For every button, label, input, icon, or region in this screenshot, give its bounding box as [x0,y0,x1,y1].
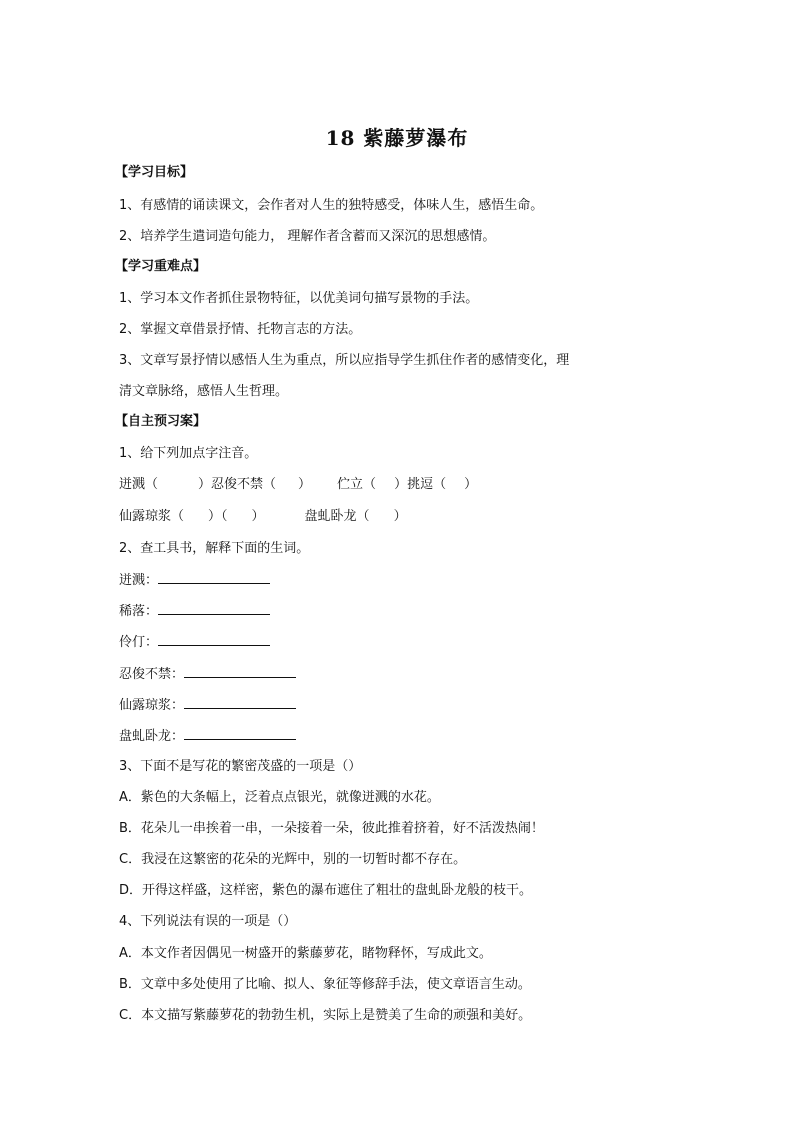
vocab-word: 伶仃： [119,635,159,650]
pinyin-row-1 [119,476,477,494]
question-3: 3、下面不是写花的繁密茂盛的一项是（） [119,759,362,774]
answer-blank[interactable] [158,633,270,646]
goal-item: 1、有感情的诵读课文，会作者对人生的独特感受，体味人生，感悟生命。 [119,198,544,213]
answer-blank[interactable] [184,727,296,740]
key-point-item: 清文章脉络，感悟人生哲理。 [119,384,289,399]
question-1: 1、给下列加点字注音。 [119,446,258,461]
q3-option-b: B．花朵儿一串挨着一串，一朵接着一朵，彼此推着挤着，好不活泼热闹！ [119,821,544,836]
vocab-item [119,665,296,684]
pinyin-word: 迸溅（ [119,477,159,492]
answer-blank[interactable] [184,696,296,709]
pinyin-word: 仙露琼浆（ [119,509,185,524]
q4-option-b: B．文章中多处使用了比喻、拟人、象征等修辞手法，使文章语言生动。 [119,977,531,992]
key-point-item: 1、学习本文作者抓住景物特征，以优美词句描写景物的手法。 [119,291,479,306]
answer-blank[interactable] [158,571,270,584]
q3-option-a: A．紫色的大条幅上，泛着点点银光，就像迸溅的水花。 [119,790,440,805]
section-heading-preview: 【自主预习案】 [115,414,207,429]
vocab-item [119,571,270,590]
pinyin-word: ）挑逗（ [394,477,447,492]
q3-option-c: C．我浸在这繁密的花朵的光辉中，别的一切暂时都不存在。 [119,852,467,867]
page-title: 18 紫藤萝瀑布 [325,126,469,150]
pinyin-word: ）忍俊不禁（ [198,477,277,492]
section-heading-key-points: 【学习重难点】 [115,259,207,274]
question-4: 4、下列说法有误的一项是（） [119,914,297,929]
key-point-item: 2、掌握文章借景抒情、托物言志的方法。 [119,322,362,337]
pinyin-row-2 [119,508,407,526]
pinyin-word: ） [464,477,478,492]
vocab-word: 迸溅： [119,573,159,588]
q3-option-d: D．开得这样盛，这样密，紫色的瀑布遮住了粗壮的盘虬卧龙般的枝干。 [119,883,533,898]
vocab-item [119,727,296,746]
vocab-item [119,633,270,652]
answer-blank[interactable] [184,665,296,678]
vocab-item [119,696,296,715]
pinyin-word: ） [298,477,312,492]
pinyin-word: ） [393,509,407,524]
question-2: 2、查工具书，解释下面的生词。 [119,541,310,556]
vocab-word: 忍俊不禁： [119,667,185,682]
section-heading-goals: 【学习目标】 [115,165,194,180]
pinyin-word: 伫立（ [337,477,377,492]
vocab-item [119,602,270,621]
pinyin-word: ） [251,509,265,524]
q4-option-a: A．本文作者因偶见一树盛开的紫藤萝花，睹物释怀，写成此文。 [119,946,492,961]
q4-option-c: C．本文描写紫藤萝花的勃勃生机，实际上是赞美了生命的顽强和美好。 [119,1008,532,1023]
pinyin-word: ）（ [208,509,228,524]
vocab-word: 盘虬卧龙： [119,729,185,744]
vocab-word: 稀落： [119,604,159,619]
answer-blank[interactable] [158,602,270,615]
pinyin-word: 盘虬卧龙（ [304,509,370,524]
vocab-word: 仙露琼浆： [119,698,185,713]
key-point-item: 3、文章写景抒情以感悟人生为重点，所以应指导学生抓住作者的感情变化，理 [119,353,570,368]
goal-item: 2、培养学生遣词造句能力， 理解作者含蓄而又深沉的思想感情。 [119,229,496,244]
